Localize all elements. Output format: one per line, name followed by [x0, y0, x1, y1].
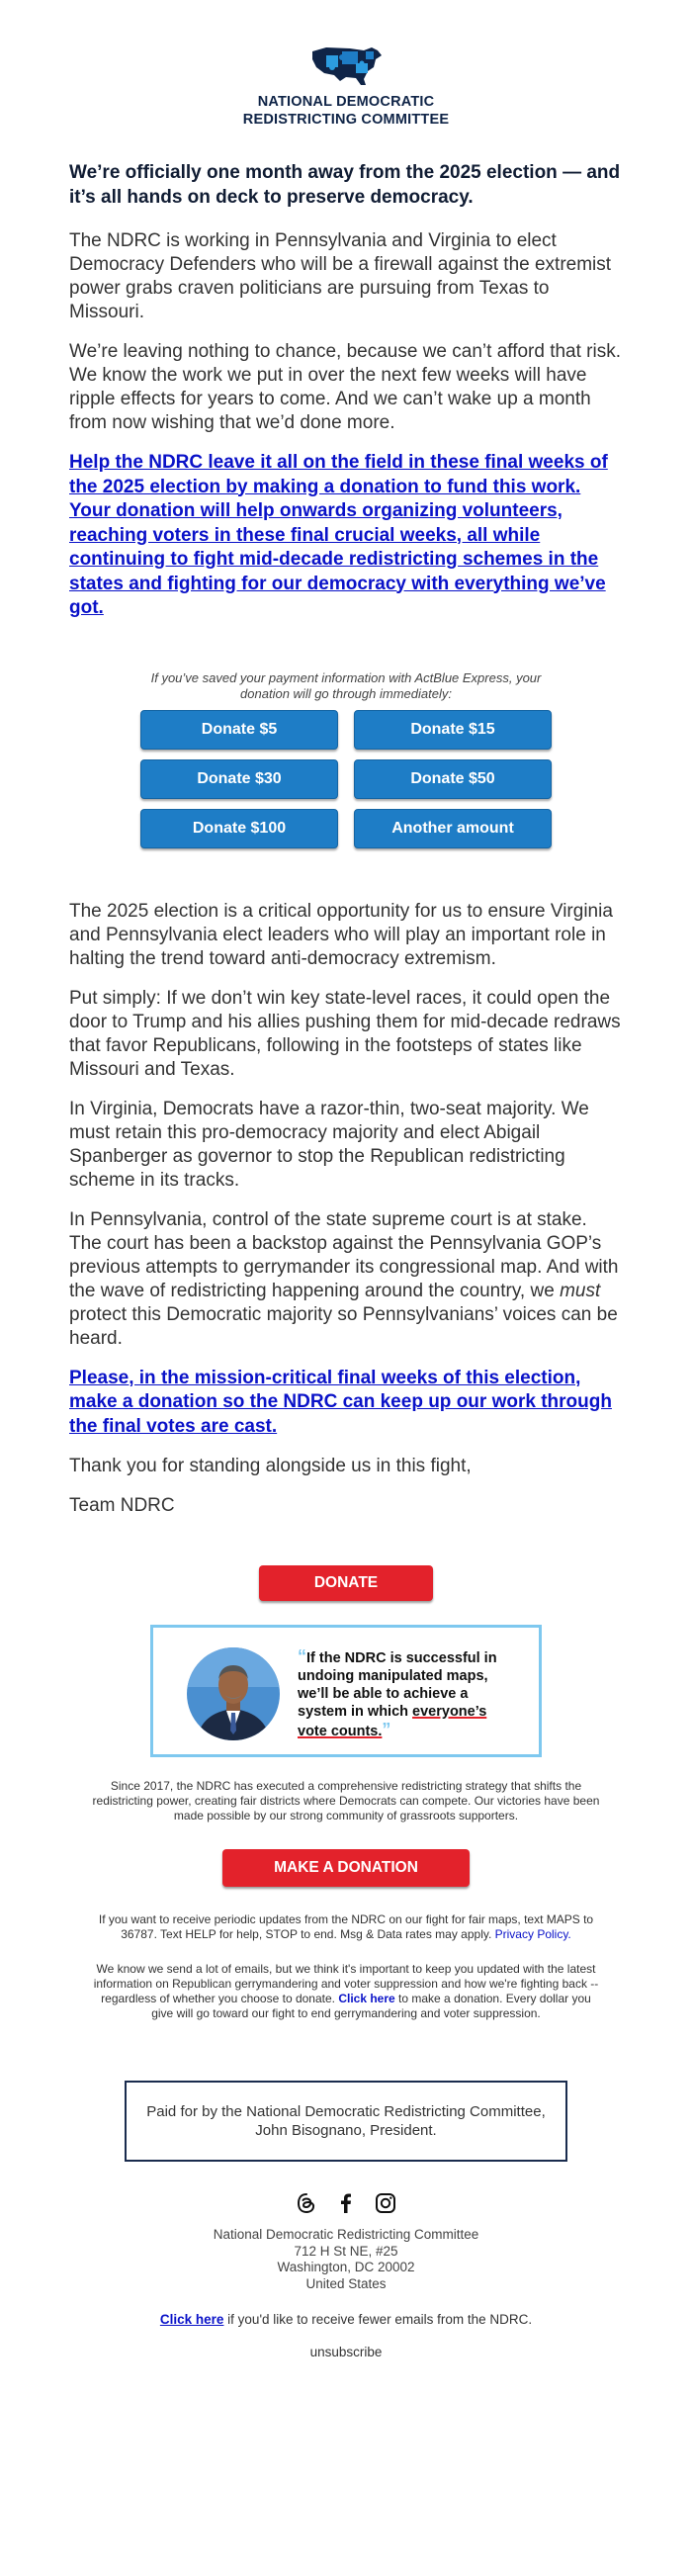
unsubscribe-link[interactable]: unsubscribe: [309, 2345, 383, 2359]
paragraph-4: Put simply: If we don’t win key state-level races, it could open the door to Trump and his allies pushing them for mid-decade redraws that favor Republicans, following in the footsteps of states like Missouri and Texas.: [69, 987, 621, 1080]
make-donation-row: [69, 1823, 623, 1887]
donate-cta-link-1[interactable]: Help the NDRC leave it all on the field in these final weeks of the 2025 election by making a donation to fund this work. Your donation will help onwards organizing volunteers, reaching voters in these final crucial weeks, all while continuing to fight mid-decade redistricting schemes in the states and fighting for our democracy with everything we’ve got.: [69, 452, 608, 618]
body-section-2: [69, 900, 623, 1519]
fewer-emails-line: Click here if you'd like to receive fewer emails from the NDRC.: [159, 2312, 533, 2327]
donate-15-button[interactable]: Donate $15: [354, 710, 552, 750]
speaker-portrait: [187, 1647, 280, 1740]
sms-disclaimer: If you want to receive periodic updates from the NDRC on our fight for fair maps, text MAPS to 36787. Text HELP for help, STOP to end. Msg & Data rates may apply. Privacy Policy.: [98, 1912, 594, 1941]
lead-paragraph: We’re officially one month away from the 2025 election — and it’s all hands on deck to preserve democracy.: [69, 162, 621, 208]
org-name: [69, 93, 623, 129]
close-quote-mark: ”: [382, 1720, 391, 1739]
paragraph-5: In Virginia, Democrats have a razor-thin, two-seat majority. We must retain this pro-democracy majority and elect Abigail Spanberger as governor to stop the Republican redistricting scheme in its tracks.: [69, 1098, 589, 1191]
paragraph-3: The 2025 election is a critical opportunity for us to ensure Virginia and Pennsylvania elect leaders who will play an important role in halting the trend toward anti-democracy extremism.: [69, 900, 613, 969]
org-name-line2: REDISTRICTING COMMITTEE: [242, 112, 450, 128]
emphasis-must: must: [560, 1280, 601, 1301]
make-a-donation-button[interactable]: MAKE A DONATION: [222, 1849, 470, 1887]
quote-card: [150, 1625, 542, 1757]
paragraph-2: We’re leaving nothing to chance, because we can’t afford that risk. We know the work we put in over the next few weeks will have ripple effects for years to come. And we can’t wake up a month from now wishing that we’d done more.: [69, 341, 622, 433]
facebook-icon[interactable]: [334, 2191, 358, 2215]
email-page: [69, 0, 623, 2359]
paragraph-1: The NDRC is working in Pennsylvania and Virginia to elect Democracy Defenders who will be a firewall against the extremist power grabs craven politicians are pursuing from Texas to Missouri.: [69, 230, 612, 322]
another-amount-button[interactable]: Another amount: [354, 809, 552, 848]
donate-50-button[interactable]: Donate $50: [354, 759, 552, 799]
paid-for-disclaimer: Paid for by the National Democratic Redistricting Committee, John Bisognano, President.: [125, 2081, 567, 2162]
donate-button[interactable]: DONATE: [259, 1565, 433, 1601]
actblue-donation-buttons: [140, 710, 552, 848]
since-2017-text: Since 2017, the NDRC has executed a comprehensive redistricting strategy that shifts the redistricting power, creating fair districts where Democrats can compete. Our victories have been made possible by our strong community of grassroots supporters.: [92, 1779, 600, 1822]
fewer-emails-link[interactable]: Click here: [159, 2312, 224, 2327]
signoff: Team NDRC: [69, 1495, 175, 1516]
social-links: [69, 2191, 623, 2215]
quote-underlined: everyone’s vote counts.: [298, 1704, 487, 1739]
email-frequency-note: We know we send a lot of emails, but we think it's important to keep you updated with the latest information on Republican gerrymandering and voter suppression and how we're fighting back -- regardless of whether you choose to donate. Click here to make a donation. Every dollar you give will go toward our fight to end gerrymandering and voter suppression.: [93, 1962, 599, 2020]
instagram-icon[interactable]: [374, 2191, 397, 2215]
paragraph-6: In Pennsylvania, control of the state supreme court is at stake. The court has been a backstop against the Pennsylvania GOP’s previous attempts to gerrymander its congressional map. And with the wave of redistricting happening around the country, we must protect this Democratic majority so Pennsylvanians’ voices can be heard.: [69, 1208, 619, 1349]
thanks-line: Thank you for standing alongside us in this fight,: [69, 1456, 472, 1476]
donate-cta-link-2[interactable]: Please, in the mission-critical final weeks of this election, make a donation so the NDRC can keep up our work through the final votes are cast.: [69, 1367, 612, 1437]
org-name-line1: NATIONAL DEMOCRATIC: [257, 94, 435, 110]
donate-button-row: [69, 1534, 623, 1601]
quote-text: “If the NDRC is successful in undoing manipulated maps, we’ll be able to achieve a system in which everyone’s vote counts.”: [298, 1646, 497, 1739]
actblue-note: If you’ve saved your payment information with ActBlue Express, your donation will go through immediately:: [150, 669, 542, 701]
donate-100-button[interactable]: Donate $100: [140, 809, 338, 848]
email-header: [69, 0, 623, 129]
threads-icon[interactable]: [295, 2191, 318, 2215]
us-map-puzzle-icon: [306, 42, 386, 89]
mailing-address: National Democratic Redistricting Committee 712 H St NE, #25 Washington, DC 20002 United States: [213, 2227, 479, 2291]
privacy-policy-link[interactable]: Privacy Policy.: [494, 1927, 571, 1941]
open-quote-mark: “: [298, 1646, 306, 1666]
donate-30-button[interactable]: Donate $30: [140, 759, 338, 799]
make-donation-link[interactable]: Click here: [338, 1992, 395, 2005]
donate-5-button[interactable]: Donate $5: [140, 710, 338, 750]
